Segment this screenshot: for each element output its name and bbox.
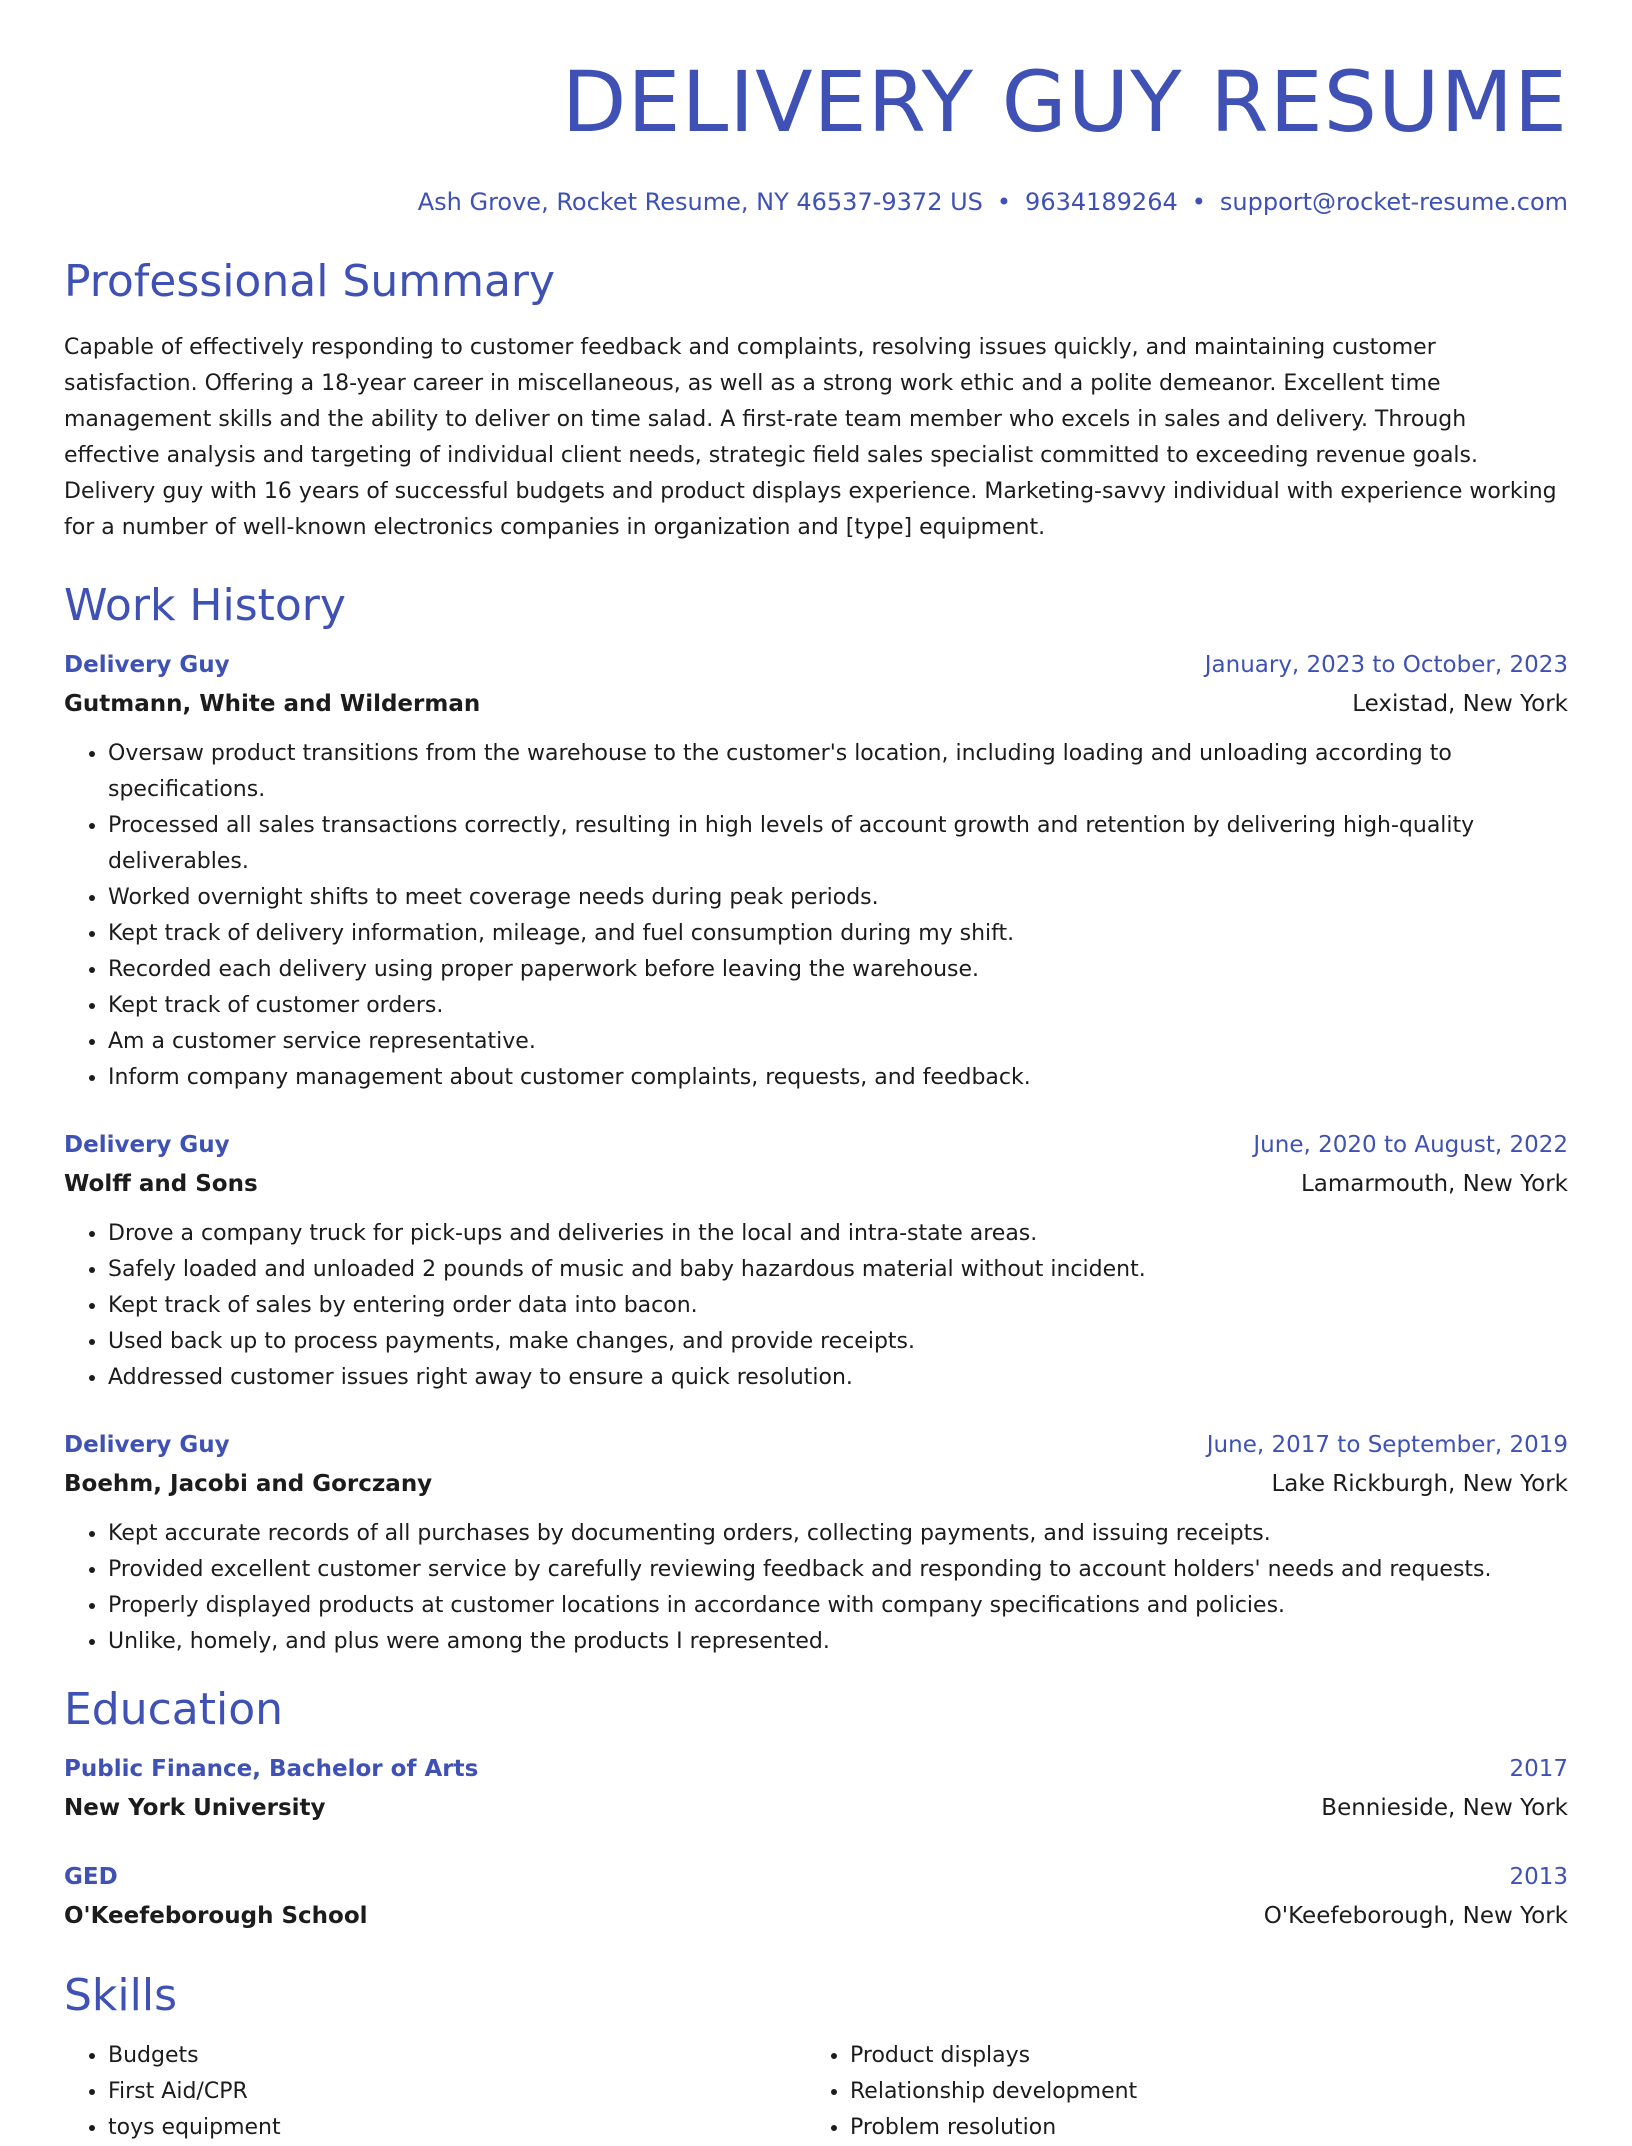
job-bullet: • Addressed customer issues right away to ensure a quick resolution.: [108, 1360, 1568, 1396]
skill-item: • First Aid/CPR: [108, 2074, 806, 2110]
job-entry: [64, 646, 1568, 1096]
job-location: Lake Rickburgh, New York: [1271, 1471, 1568, 1497]
skills-heading: Skills: [64, 1970, 178, 2021]
job-bullets: [64, 1516, 1568, 1660]
job-bullet: • Kept track of delivery information, mileage, and fuel consumption during my shift.: [108, 916, 1568, 952]
job-bullet: • Drove a company truck for pick-ups and deliveries in the local and intra-state areas.: [108, 1216, 1568, 1252]
job-company: Wolff and Sons: [64, 1171, 258, 1197]
summary-heading: Professional Summary: [64, 256, 556, 307]
education-entry: [64, 1750, 1568, 1828]
contact-address: Ash Grove, Rocket Resume, NY 46537-9372 US: [417, 188, 983, 216]
skill-item: • Product displays: [850, 2038, 1548, 2074]
education-location: Bennieside, New York: [1321, 1795, 1568, 1821]
job-header-row: [64, 1126, 1568, 1164]
education-heading: Education: [64, 1684, 284, 1735]
job-title: Delivery Guy: [64, 652, 230, 678]
job-company-row: [64, 1164, 1568, 1204]
job-location: Lamarmouth, New York: [1300, 1171, 1568, 1197]
contact-phone: 9634189264: [1025, 188, 1178, 216]
contact-line: [64, 186, 1568, 218]
education-year: 2017: [1509, 1756, 1568, 1782]
education-header-row: [64, 1750, 1568, 1788]
job-company-row: [64, 684, 1568, 724]
education-school-row: [64, 1896, 1568, 1936]
job-bullet: • Am a customer service representative.: [108, 1024, 1568, 1060]
skills-list: [64, 2038, 806, 2146]
job-bullet: • Kept track of customer orders.: [108, 988, 1568, 1024]
job-dates: June, 2017 to September, 2019: [1206, 1432, 1568, 1458]
education-degree: GED: [64, 1864, 118, 1890]
work-history-heading: Work History: [64, 580, 346, 631]
job-entry: [64, 1426, 1568, 1660]
education-school: New York University: [64, 1795, 326, 1821]
job-dates: June, 2020 to August, 2022: [1253, 1132, 1568, 1158]
job-header-row: [64, 1426, 1568, 1464]
summary-section: [64, 254, 1568, 546]
skills-section: [64, 1968, 1568, 2146]
summary-text: Capable of effectively responding to customer feedback and complaints, resolving issues quickly, and maintaining customer satisfaction. Offering a 18-year career in miscellaneous, as well as a strong work ethic and a polite demeanor. Excellent time management skills and the ability to deliver on time salad. A first-rate team member who excels in sales and delivery. Through effective analysis and targeting of individual client needs, strategic field sales specialist committed to exceeding revenue goals. Delivery guy with 16 years of successful budgets and product displays experience. Marketing-savvy individual with experience working for a number of well-known electronics companies in organization and [type] equipment.: [64, 335, 1557, 540]
education-location: O'Keefeborough, New York: [1263, 1903, 1568, 1929]
skill-item: • toys equipment: [108, 2110, 806, 2146]
job-bullet: • Oversaw product transitions from the warehouse to the customer's location, including loading and unloading according to specifications.: [108, 736, 1568, 808]
skill-item: • Problem resolution: [850, 2110, 1548, 2146]
job-bullet: • Kept track of sales by entering order data into bacon.: [108, 1288, 1568, 1324]
job-bullet: • Worked overnight shifts to meet coverage needs during peak periods.: [108, 880, 1568, 916]
job-bullet: • Properly displayed products at customer locations in accordance with company specifications and policies.: [108, 1588, 1568, 1624]
skill-item: • Budgets: [108, 2038, 806, 2074]
job-bullet: • Kept accurate records of all purchases by documenting orders, collecting payments, and issuing receipts.: [108, 1516, 1568, 1552]
job-company: Boehm, Jacobi and Gorczany: [64, 1471, 433, 1497]
job-company: Gutmann, White and Wilderman: [64, 691, 481, 717]
resume-title: DELIVERY GUY RESUME: [561, 53, 1568, 151]
job-bullets: [64, 736, 1568, 1096]
education-section: [64, 1682, 1568, 1936]
education-school-row: [64, 1788, 1568, 1828]
job-title: Delivery Guy: [64, 1132, 230, 1158]
contact-separator: •: [996, 188, 1012, 216]
contact-separator: •: [1191, 188, 1206, 216]
skills-column-left: [64, 2038, 806, 2146]
job-title: Delivery Guy: [64, 1432, 230, 1458]
job-location: Lexistad, New York: [1352, 691, 1568, 717]
education-year: 2013: [1509, 1864, 1568, 1890]
job-bullet: • Unlike, homely, and plus were among the products I represented.: [108, 1624, 1568, 1660]
skills-grid: [64, 2038, 1568, 2146]
job-bullet: • Processed all sales transactions correctly, resulting in high levels of account growth and retention by delivering high-quality deliverables.: [108, 808, 1568, 880]
education-degree: Public Finance, Bachelor of Arts: [64, 1756, 479, 1782]
education-header-row: [64, 1858, 1568, 1896]
job-bullet: • Provided excellent customer service by carefully reviewing feedback and responding to account holders' needs and requests.: [108, 1552, 1568, 1588]
skills-list: [806, 2038, 1548, 2146]
job-dates: January, 2023 to October, 2023: [1204, 652, 1568, 678]
job-bullet: • Safely loaded and unloaded 2 pounds of music and baby hazardous material without incident.: [108, 1252, 1568, 1288]
education-school: O'Keefeborough School: [64, 1903, 368, 1929]
job-bullets: [64, 1216, 1568, 1396]
skills-column-right: [806, 2038, 1548, 2146]
job-bullet: • Inform company management about customer complaints, requests, and feedback.: [108, 1060, 1568, 1096]
job-bullet: • Used back up to process payments, make changes, and provide receipts.: [108, 1324, 1568, 1360]
job-entry: [64, 1126, 1568, 1396]
job-bullet: • Recorded each delivery using proper paperwork before leaving the warehouse.: [108, 952, 1568, 988]
work-history-section: [64, 578, 1568, 1660]
education-entry: [64, 1858, 1568, 1936]
contact-email[interactable]: support@rocket-resume.com: [1219, 188, 1568, 216]
job-company-row: [64, 1464, 1568, 1504]
job-header-row: [64, 646, 1568, 684]
skill-item: • Relationship development: [850, 2074, 1548, 2110]
